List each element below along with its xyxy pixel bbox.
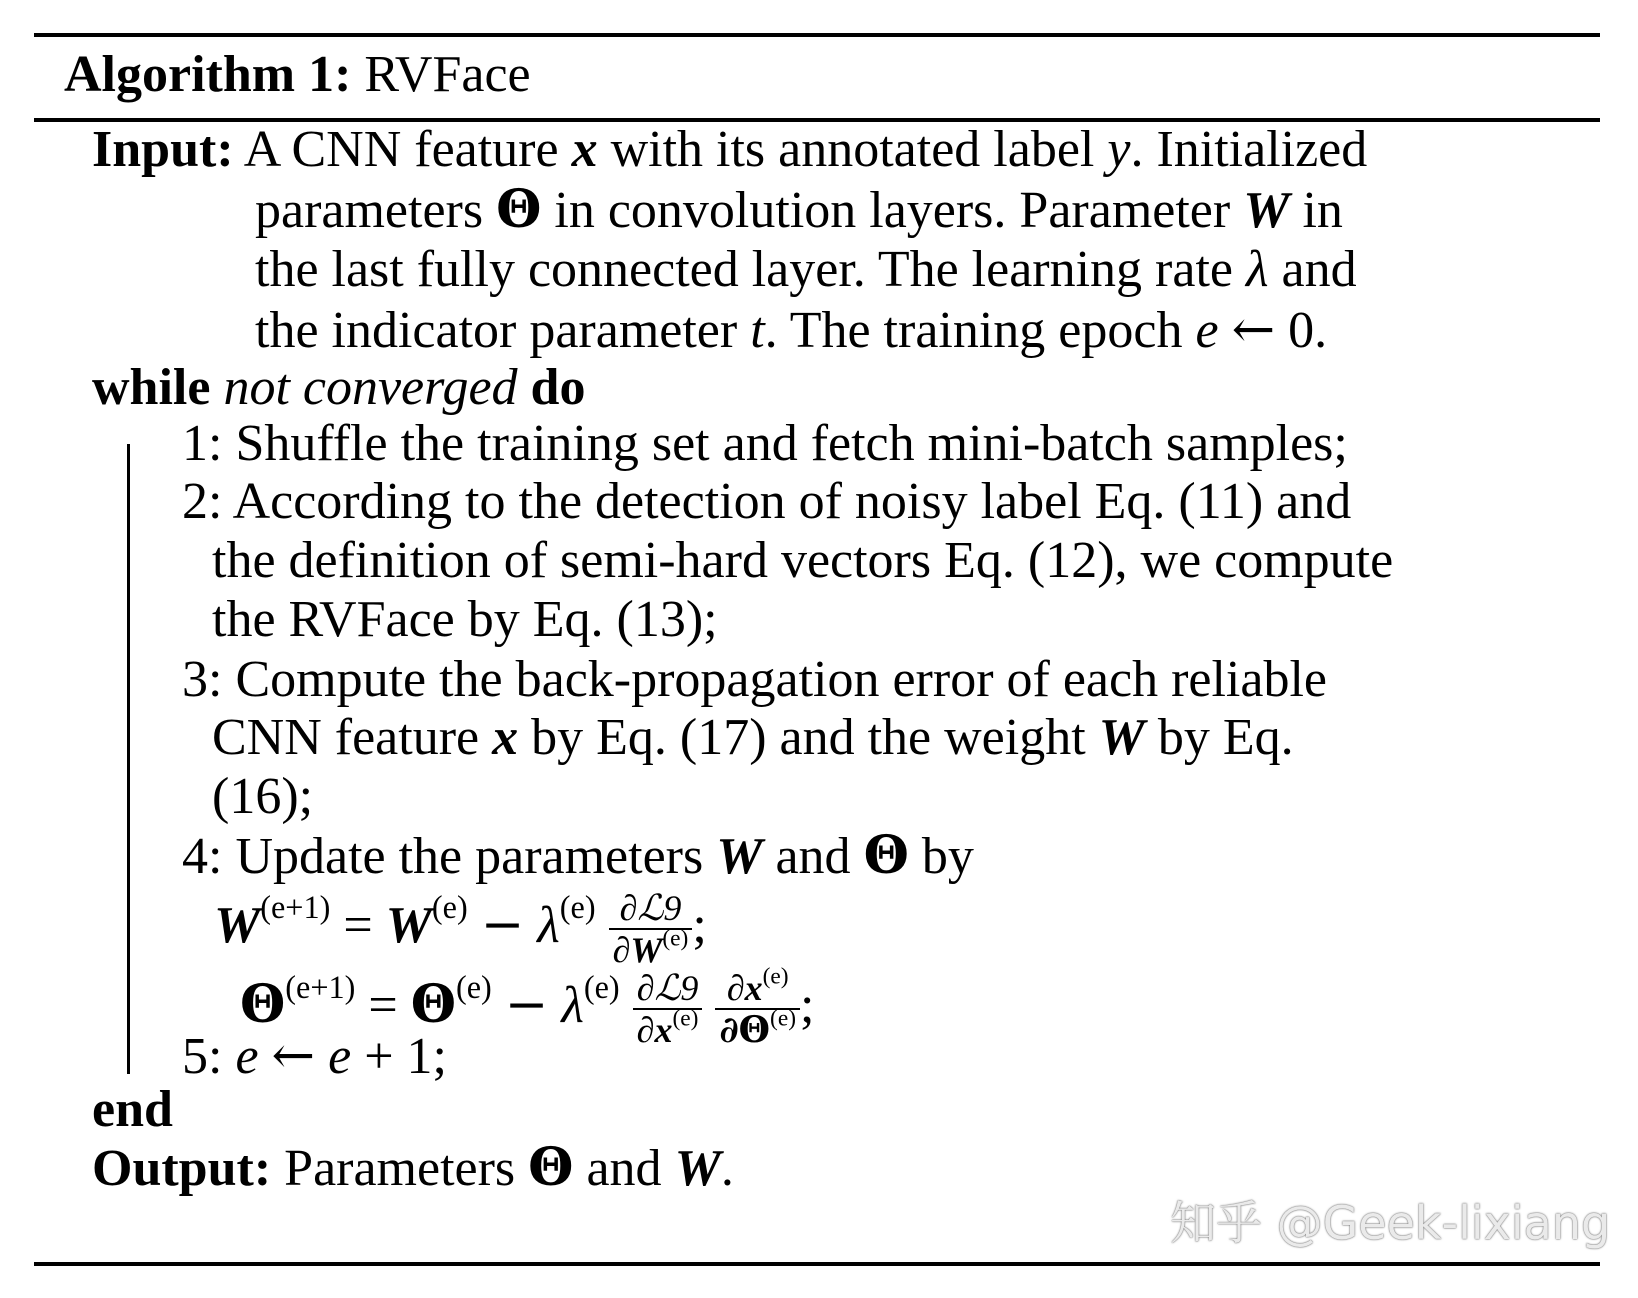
step-number: 5:: [182, 1028, 223, 1085]
superscript: (e): [559, 889, 596, 926]
math-lambda: λ: [1245, 241, 1269, 298]
minus-sign: −: [480, 895, 525, 956]
output-label: Output:: [92, 1140, 272, 1197]
input-text: parameters: [255, 182, 484, 239]
step-2-line-3: the RVFace by Eq. (13);: [212, 591, 718, 648]
watermark: 知乎 @Geek-lixiang: [1170, 1196, 1611, 1250]
math-W: W: [716, 828, 763, 885]
algorithm-name: RVFace: [364, 46, 531, 103]
fraction-dx-dtheta: [715, 963, 800, 1051]
step-2-line-1: 2: According to the detection of noisy label Eq. (11) and: [182, 473, 1352, 530]
input-line-1: [92, 120, 1367, 180]
math-W: W: [385, 897, 432, 955]
denominator-text: ∂W: [612, 930, 663, 970]
fraction-numerator: ∂ℒ9: [633, 968, 703, 1010]
input-line-4: [255, 300, 1327, 361]
math-e: e: [235, 1028, 259, 1085]
bottom-rule: [34, 1262, 1600, 1266]
denominator-text: ∂x: [636, 1010, 673, 1050]
output-text: Parameters: [284, 1140, 516, 1197]
math-W: W: [674, 1140, 721, 1197]
step-text: 1;: [406, 1028, 447, 1085]
math-lambda: λ: [537, 897, 560, 955]
input-text: and: [1281, 241, 1357, 298]
period: .: [720, 1140, 734, 1197]
minus-sign: −: [504, 975, 549, 1036]
output-line: [92, 1138, 734, 1199]
step-text: by: [921, 828, 974, 885]
input-line-2: [255, 180, 1343, 241]
fraction-denominator: [633, 1005, 703, 1050]
input-text: in: [1302, 182, 1343, 239]
semicolon: ;: [800, 977, 815, 1035]
algorithm-label: Algorithm 1:: [64, 46, 352, 103]
math-theta: Θ: [863, 825, 909, 886]
while-line: [92, 358, 585, 418]
input-text: the indicator parameter: [255, 302, 738, 359]
output-text: and: [586, 1140, 662, 1197]
fraction-dL-dx: [633, 968, 703, 1050]
step-1: 1: Shuffle the training set and fetch mini-batch samples;: [182, 415, 1348, 472]
numerator-text: ∂x: [726, 968, 763, 1008]
denominator-text: ∂Θ: [719, 1009, 771, 1051]
math-theta: Θ: [410, 974, 456, 1036]
loop-body-bar: [127, 444, 130, 1074]
plus-sign: +: [364, 1028, 394, 1085]
step-3-line-1: 3: Compute the back-propagation error of each reliable: [182, 651, 1327, 708]
while-keyword: while: [92, 359, 211, 416]
superscript: (e): [770, 1005, 796, 1032]
math-x: x: [571, 121, 598, 178]
math-x: x: [492, 709, 519, 766]
step-text: by Eq.: [1157, 709, 1294, 766]
superscript: (e+1): [285, 969, 356, 1006]
math-theta: Θ: [528, 1137, 574, 1198]
superscript: (e): [762, 963, 789, 990]
step-text: 4: Update the parameters: [182, 828, 704, 885]
superscript: (e): [431, 889, 468, 926]
input-text: . Initialized: [1130, 121, 1368, 178]
left-arrow-symbol: ←: [271, 1026, 316, 1086]
input-text: 0.: [1288, 302, 1328, 359]
input-line-3: [255, 240, 1357, 300]
step-2-line-2: the definition of semi-hard vectors Eq. (12), we compute: [212, 532, 1394, 589]
superscript: (e): [662, 925, 689, 952]
input-text: in convolution layers. Parameter: [554, 182, 1231, 239]
math-theta: Θ: [240, 974, 286, 1036]
math-t: t: [750, 302, 765, 359]
update-equation-W: [214, 888, 707, 970]
equals-sign: =: [343, 897, 373, 955]
fraction-dL-dW: [609, 888, 693, 970]
math-W: W: [1098, 709, 1145, 766]
math-e: e: [328, 1028, 352, 1085]
input-text: the last fully connected layer. The learning rate: [255, 241, 1233, 298]
superscript: (e): [583, 969, 620, 1006]
input-text: A CNN feature: [243, 121, 559, 178]
superscript: (e): [672, 1005, 699, 1032]
fraction-numerator: ∂ℒ9: [609, 888, 693, 930]
fraction-denominator: [715, 1005, 800, 1051]
equals-sign: =: [368, 977, 398, 1035]
step-5: [182, 1026, 447, 1087]
input-text: with its annotated label: [610, 121, 1095, 178]
do-keyword: do: [530, 359, 586, 416]
math-e: e: [1195, 302, 1219, 359]
step-3-line-3: (16);: [212, 768, 314, 825]
loop-condition: not converged: [223, 359, 518, 416]
math-W: W: [214, 897, 261, 955]
math-W: W: [1243, 182, 1290, 239]
superscript: (e): [456, 969, 492, 1006]
step-text: by Eq. (17) and the weight: [531, 709, 1086, 766]
step-text: CNN feature: [212, 709, 480, 766]
input-text: . The training epoch: [764, 302, 1183, 359]
step-text: and: [775, 828, 851, 885]
fraction-numerator: [715, 963, 800, 1010]
algorithm-title: [64, 45, 531, 105]
input-label: Input:: [92, 121, 234, 178]
fraction-denominator: [609, 925, 693, 970]
step-4-line-1: [182, 826, 974, 887]
math-theta: Θ: [496, 179, 542, 240]
left-arrow-symbol: ←: [1231, 300, 1276, 360]
semicolon: ;: [692, 897, 707, 955]
step-3-line-2: [212, 708, 1294, 768]
end-keyword: end: [92, 1081, 173, 1138]
math-y: y: [1107, 121, 1131, 178]
math-lambda: λ: [561, 977, 584, 1035]
superscript: (e+1): [260, 889, 331, 926]
top-rule: [34, 33, 1600, 37]
